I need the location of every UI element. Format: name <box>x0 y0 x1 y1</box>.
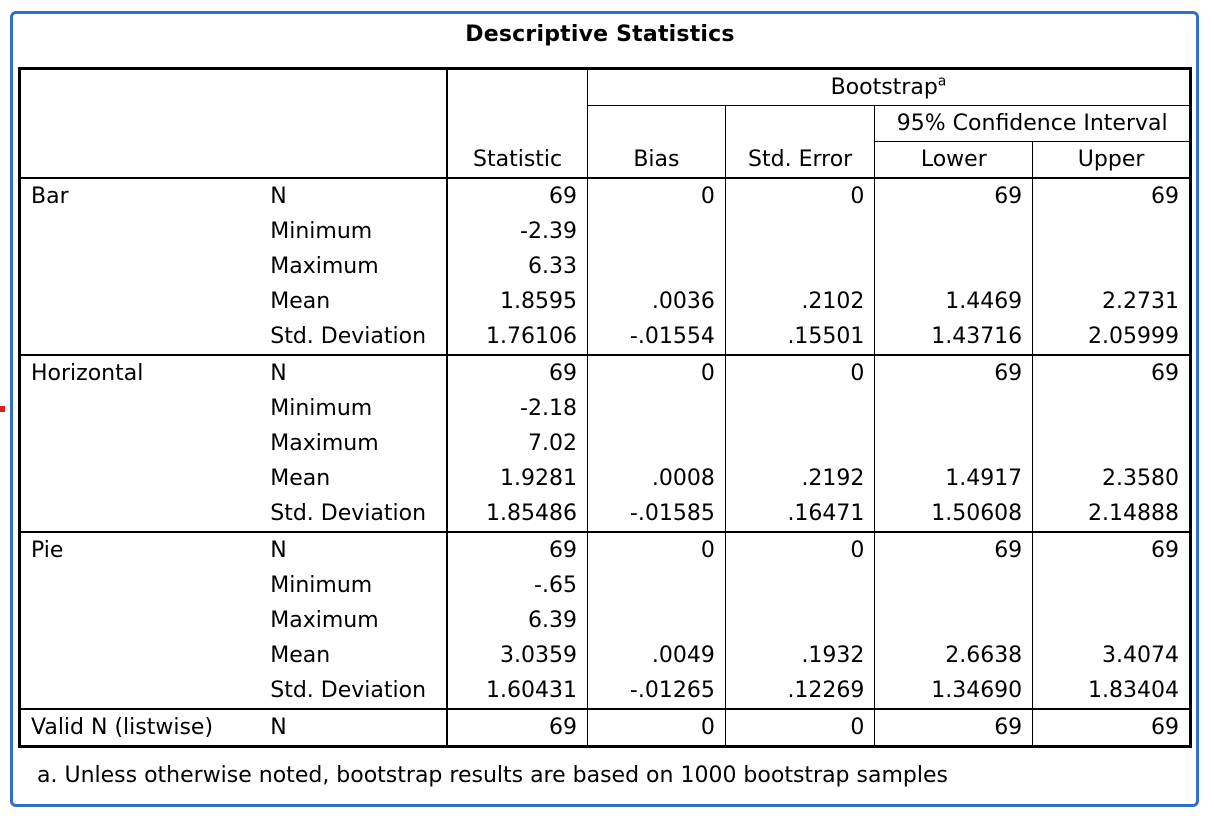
std-error-value <box>725 426 875 461</box>
statistic-value: 1.85486 <box>447 496 587 532</box>
lower-value: 1.4917 <box>875 461 1033 496</box>
bias-value <box>587 603 725 638</box>
statistic-label: Minimum <box>270 219 373 244</box>
lower-value <box>875 249 1033 284</box>
table-row <box>20 214 1191 249</box>
std-error-value <box>725 568 875 603</box>
upper-value: 69 <box>1033 709 1191 747</box>
header-bootstrap <box>587 69 1190 106</box>
bias-value: -.01585 <box>587 496 725 532</box>
statistic-value: 3.0359 <box>447 638 587 673</box>
bias-value: 0 <box>587 178 725 214</box>
lower-value <box>875 214 1033 249</box>
upper-value: 69 <box>1033 178 1191 214</box>
bias-value: .0049 <box>587 638 725 673</box>
lower-value <box>875 426 1033 461</box>
variable-name-empty <box>20 426 261 461</box>
header-std-error: Std. Error <box>748 147 853 172</box>
statistic-value: -.65 <box>447 568 587 603</box>
bias-value: 0 <box>587 709 725 747</box>
statistic-value: 69 <box>447 355 587 391</box>
statistic-label: Mean <box>270 643 331 668</box>
lower-value: 69 <box>875 178 1033 214</box>
statistic-label: Std. Deviation <box>270 324 427 349</box>
variable-name-empty <box>20 603 261 638</box>
upper-value: 3.4074 <box>1033 638 1191 673</box>
variable-name-empty <box>20 249 261 284</box>
upper-value: 2.14888 <box>1033 496 1191 532</box>
lower-value: 1.50608 <box>875 496 1033 532</box>
header-statistic: Statistic <box>447 142 587 179</box>
variable-name: Bar <box>20 178 261 214</box>
lower-value: 2.6638 <box>875 638 1033 673</box>
std-error-value: .12269 <box>725 673 875 709</box>
upper-value: 69 <box>1033 532 1191 568</box>
table-row <box>20 426 1191 461</box>
lower-value: 1.43716 <box>875 319 1033 355</box>
statistic-value: 69 <box>447 532 587 568</box>
variable-name-empty <box>20 461 261 496</box>
variable-name-empty <box>20 214 261 249</box>
table-row <box>20 178 1191 214</box>
table-row <box>20 249 1191 284</box>
upper-value <box>1033 603 1191 638</box>
upper-value: 1.83404 <box>1033 673 1191 709</box>
statistic-label: Maximum <box>270 254 379 279</box>
std-error-value: 0 <box>725 355 875 391</box>
statistic-value: -2.18 <box>447 391 587 426</box>
table-row <box>20 709 1191 747</box>
std-error-value: .1932 <box>725 638 875 673</box>
lower-value: 1.34690 <box>875 673 1033 709</box>
header-corner <box>20 69 448 179</box>
std-error-value: .16471 <box>725 496 875 532</box>
table-row <box>20 603 1191 638</box>
table-row <box>20 532 1191 568</box>
upper-value: 2.2731 <box>1033 284 1191 319</box>
table-row <box>20 391 1191 426</box>
upper-value: 69 <box>1033 355 1191 391</box>
bias-value: -.01265 <box>587 673 725 709</box>
std-error-value: .2192 <box>725 461 875 496</box>
lower-value: 69 <box>875 532 1033 568</box>
header-statistic-blank <box>447 69 587 142</box>
variable-name: Valid N (listwise) <box>20 709 261 747</box>
std-error-value <box>725 249 875 284</box>
variable-name-empty <box>20 568 261 603</box>
variable-name-empty <box>20 319 261 355</box>
lower-value <box>875 568 1033 603</box>
footnote: a. Unless otherwise noted, bootstrap results are based on 1000 bootstrap samples <box>37 763 948 788</box>
std-error-value <box>725 214 875 249</box>
header-ci: 95% Confidence Interval <box>875 106 1191 142</box>
std-error-value: 0 <box>725 178 875 214</box>
table-row <box>20 461 1191 496</box>
variable-name-empty <box>20 284 261 319</box>
header-bootstrap-footnote-ref: a <box>937 73 947 90</box>
variable-name-empty <box>20 673 261 709</box>
std-error-value: .15501 <box>725 319 875 355</box>
table-title: Descriptive Statistics <box>465 22 735 47</box>
table-row <box>20 673 1191 709</box>
bias-value: 0 <box>587 355 725 391</box>
std-error-value <box>725 391 875 426</box>
bias-value: .0008 <box>587 461 725 496</box>
statistic-label: N <box>260 532 447 568</box>
statistic-label: Maximum <box>270 431 379 456</box>
lower-value: 69 <box>875 355 1033 391</box>
upper-value <box>1033 214 1191 249</box>
upper-value <box>1033 391 1191 426</box>
statistic-label: N <box>260 709 447 747</box>
lower-value: 69 <box>875 709 1033 747</box>
table-row <box>20 496 1191 532</box>
statistic-value: -2.39 <box>447 214 587 249</box>
header-bias: Bias <box>633 147 680 172</box>
table-row <box>20 568 1191 603</box>
statistic-value: 7.02 <box>447 426 587 461</box>
header-bootstrap-label: Bootstrap <box>830 75 938 100</box>
header-bias-cell <box>587 106 725 179</box>
lower-value <box>875 603 1033 638</box>
statistic-label: Maximum <box>270 608 379 633</box>
bias-value <box>587 214 725 249</box>
table-row <box>20 355 1191 391</box>
table-row <box>20 319 1191 355</box>
std-error-value <box>725 603 875 638</box>
bias-value: -.01554 <box>587 319 725 355</box>
statistic-label: Mean <box>270 289 331 314</box>
bias-value <box>587 391 725 426</box>
statistic-value: 1.9281 <box>447 461 587 496</box>
statistic-label: Std. Deviation <box>270 501 427 526</box>
statistic-value: 1.60431 <box>447 673 587 709</box>
upper-value <box>1033 568 1191 603</box>
header-upper: Upper <box>1033 142 1191 179</box>
statistic-label: Mean <box>270 466 331 491</box>
bias-value: .0036 <box>587 284 725 319</box>
table-row <box>20 638 1191 673</box>
upper-value: 2.05999 <box>1033 319 1191 355</box>
bias-value: 0 <box>587 532 725 568</box>
statistic-value: 6.33 <box>447 249 587 284</box>
lower-value <box>875 391 1033 426</box>
variable-name-empty <box>20 496 261 532</box>
bias-value <box>587 568 725 603</box>
std-error-value: .2102 <box>725 284 875 319</box>
std-error-value: 0 <box>725 709 875 747</box>
statistic-value: 69 <box>447 709 587 747</box>
table-body <box>20 178 1191 747</box>
variable-name: Pie <box>20 532 261 568</box>
upper-value <box>1033 249 1191 284</box>
variable-name-empty <box>20 391 261 426</box>
statistic-label: N <box>260 178 447 214</box>
statistic-label: Std. Deviation <box>270 678 427 703</box>
selection-marker <box>0 406 5 412</box>
statistic-value: 6.39 <box>447 603 587 638</box>
lower-value: 1.4469 <box>875 284 1033 319</box>
statistic-label: Minimum <box>270 573 373 598</box>
table-row <box>20 284 1191 319</box>
statistic-value: 69 <box>447 178 587 214</box>
std-error-value: 0 <box>725 532 875 568</box>
variable-name: Horizontal <box>20 355 261 391</box>
header-se-cell <box>725 106 875 179</box>
statistic-label: Minimum <box>270 396 373 421</box>
statistic-value: 1.76106 <box>447 319 587 355</box>
statistic-label: N <box>260 355 447 391</box>
bias-value <box>587 249 725 284</box>
bias-value <box>587 426 725 461</box>
variable-name-empty <box>20 638 261 673</box>
upper-value: 2.3580 <box>1033 461 1191 496</box>
statistic-value: 1.8595 <box>447 284 587 319</box>
descriptive-statistics-table <box>18 67 1192 748</box>
upper-value <box>1033 426 1191 461</box>
header-lower: Lower <box>875 142 1033 179</box>
